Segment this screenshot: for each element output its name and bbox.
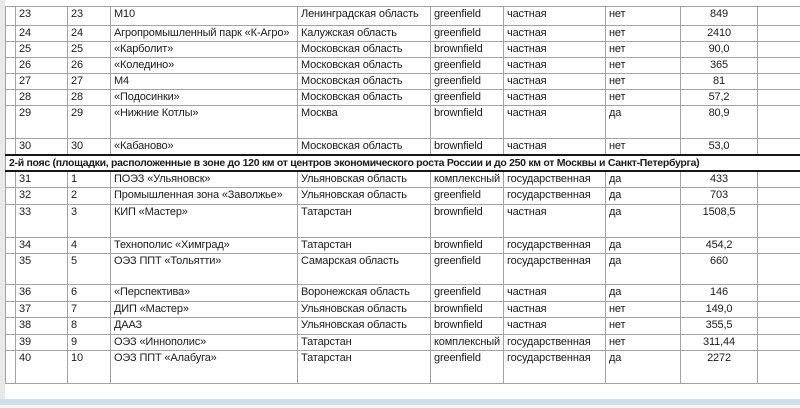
num-overall-cell: 23 bbox=[16, 6, 68, 25]
region-cell: Самарская область bbox=[298, 253, 431, 284]
num-overall-cell: 26 bbox=[16, 57, 68, 73]
region-cell: Ульяновская область bbox=[298, 187, 431, 204]
region-cell: Татарстан bbox=[298, 350, 431, 383]
sliver-cell bbox=[6, 57, 16, 73]
num-section-cell: 8 bbox=[68, 317, 111, 334]
region-cell: Калужская область bbox=[298, 25, 431, 41]
type-cell: greenfield bbox=[431, 253, 504, 284]
ownership-cell: частная bbox=[504, 317, 606, 334]
empty-cell bbox=[758, 334, 800, 350]
table-row bbox=[6, 284, 800, 301]
ownership-cell: государственная bbox=[504, 334, 606, 350]
name-cell: ДААЗ bbox=[111, 317, 298, 334]
area-cell: 90,0 bbox=[681, 41, 758, 57]
special-status-cell: да bbox=[606, 253, 681, 284]
table-row bbox=[6, 253, 800, 284]
section-divider-row bbox=[6, 155, 800, 171]
empty-cell bbox=[758, 25, 800, 41]
sliver-cell bbox=[6, 105, 16, 138]
type-cell: greenfield bbox=[431, 89, 504, 105]
area-cell: 454,2 bbox=[681, 237, 758, 253]
region-cell: Ульяновская область bbox=[298, 301, 431, 317]
special-status-cell: да bbox=[606, 237, 681, 253]
sliver-cell bbox=[6, 301, 16, 317]
ownership-cell: частная bbox=[504, 57, 606, 73]
area-cell: 1508,5 bbox=[681, 204, 758, 237]
sliver-cell bbox=[6, 317, 16, 334]
area-cell: 2410 bbox=[681, 25, 758, 41]
num-section-cell: 24 bbox=[68, 25, 111, 41]
num-section-cell: 5 bbox=[68, 253, 111, 284]
num-section-cell: 3 bbox=[68, 204, 111, 237]
ownership-cell: частная bbox=[504, 6, 606, 25]
region-cell: Московская область bbox=[298, 89, 431, 105]
num-overall-cell: 25 bbox=[16, 41, 68, 57]
num-section-cell: 7 bbox=[68, 301, 111, 317]
num-section-cell: 26 bbox=[68, 57, 111, 73]
name-cell: ОЭЗ ППТ «Алабуга» bbox=[111, 350, 298, 383]
sliver-cell bbox=[6, 25, 16, 41]
ownership-cell: частная bbox=[504, 138, 606, 155]
area-cell: 57,2 bbox=[681, 89, 758, 105]
sliver-cell bbox=[6, 138, 16, 155]
special-status-cell: нет bbox=[606, 73, 681, 89]
sliver-cell bbox=[6, 284, 16, 301]
region-cell: Татарстан bbox=[298, 334, 431, 350]
ownership-cell: частная bbox=[504, 204, 606, 237]
name-cell: Технополис «Химград» bbox=[111, 237, 298, 253]
name-cell: М4 bbox=[111, 73, 298, 89]
table-row bbox=[6, 138, 800, 155]
type-cell: greenfield bbox=[431, 25, 504, 41]
industrial-parks-table bbox=[5, 0, 800, 384]
special-status-cell: да bbox=[606, 187, 681, 204]
num-overall-cell: 36 bbox=[16, 284, 68, 301]
name-cell: КИП «Мастер» bbox=[111, 204, 298, 237]
sliver-cell bbox=[6, 187, 16, 204]
num-overall-cell: 32 bbox=[16, 187, 68, 204]
sliver-cell bbox=[6, 237, 16, 253]
special-status-cell: да bbox=[606, 284, 681, 301]
type-cell: greenfield bbox=[431, 284, 504, 301]
ownership-cell: частная bbox=[504, 284, 606, 301]
num-overall-cell: 35 bbox=[16, 253, 68, 284]
table-row bbox=[6, 317, 800, 334]
name-cell: Промышленная зона «Заволжье» bbox=[111, 187, 298, 204]
sliver-cell bbox=[6, 6, 16, 25]
table-row bbox=[6, 73, 800, 89]
table-row bbox=[6, 105, 800, 138]
table-row bbox=[6, 171, 800, 187]
empty-cell bbox=[758, 237, 800, 253]
table-row bbox=[6, 301, 800, 317]
type-cell: brownfield bbox=[431, 41, 504, 57]
name-cell: ПОЭЗ «Ульяновск» bbox=[111, 171, 298, 187]
name-cell: Агропромышленный парк «К-Агро» bbox=[111, 25, 298, 41]
area-cell: 433 bbox=[681, 171, 758, 187]
table-row bbox=[6, 25, 800, 41]
type-cell: комплексный bbox=[431, 171, 504, 187]
type-cell: brownfield bbox=[431, 138, 504, 155]
area-cell: 81 bbox=[681, 73, 758, 89]
region-cell: Москва bbox=[298, 105, 431, 138]
type-cell: greenfield bbox=[431, 73, 504, 89]
region-cell: Ульяновская область bbox=[298, 317, 431, 334]
num-section-cell: 27 bbox=[68, 73, 111, 89]
num-overall-cell: 38 bbox=[16, 317, 68, 334]
area-cell: 365 bbox=[681, 57, 758, 73]
table-row bbox=[6, 41, 800, 57]
name-cell: «Коледино» bbox=[111, 57, 298, 73]
special-status-cell: нет bbox=[606, 317, 681, 334]
empty-cell bbox=[758, 89, 800, 105]
name-cell: ОЭЗ ППТ «Тольятти» bbox=[111, 253, 298, 284]
sliver-cell bbox=[6, 89, 16, 105]
num-section-cell: 1 bbox=[68, 171, 111, 187]
ownership-cell: государственная bbox=[504, 187, 606, 204]
num-overall-cell: 30 bbox=[16, 138, 68, 155]
type-cell: brownfield bbox=[431, 105, 504, 138]
ownership-cell: частная bbox=[504, 105, 606, 138]
special-status-cell: да bbox=[606, 171, 681, 187]
num-section-cell: 9 bbox=[68, 334, 111, 350]
empty-cell bbox=[758, 171, 800, 187]
num-overall-cell: 40 bbox=[16, 350, 68, 383]
type-cell: brownfield bbox=[431, 204, 504, 237]
special-status-cell: нет bbox=[606, 6, 681, 25]
num-overall-cell: 39 bbox=[16, 334, 68, 350]
ownership-cell: государственная bbox=[504, 350, 606, 383]
num-section-cell: 30 bbox=[68, 138, 111, 155]
sliver-cell bbox=[6, 350, 16, 383]
name-cell: ОЭЗ «Иннополис» bbox=[111, 334, 298, 350]
type-cell: greenfield bbox=[431, 6, 504, 25]
empty-cell bbox=[758, 317, 800, 334]
type-cell: greenfield bbox=[431, 350, 504, 383]
empty-cell bbox=[758, 204, 800, 237]
region-cell: Московская область bbox=[298, 138, 431, 155]
num-overall-cell: 24 bbox=[16, 25, 68, 41]
region-cell: Московская область bbox=[298, 41, 431, 57]
num-section-cell: 29 bbox=[68, 105, 111, 138]
table-row bbox=[6, 334, 800, 350]
num-section-cell: 2 bbox=[68, 187, 111, 204]
special-status-cell: да bbox=[606, 204, 681, 237]
empty-cell bbox=[758, 105, 800, 138]
area-cell: 2272 bbox=[681, 350, 758, 383]
num-section-cell: 23 bbox=[68, 6, 111, 25]
ownership-cell: государственная bbox=[504, 253, 606, 284]
empty-cell bbox=[758, 73, 800, 89]
sliver-cell bbox=[6, 41, 16, 57]
area-cell: 53,0 bbox=[681, 138, 758, 155]
num-overall-cell: 29 bbox=[16, 105, 68, 138]
name-cell: «Карболит» bbox=[111, 41, 298, 57]
empty-cell bbox=[758, 6, 800, 25]
table-row bbox=[6, 350, 800, 383]
section-divider-label: 2-й пояс (площадки, расположенные в зоне до 120 км от центров экономического роста России и до 250 км от Москвы и Санкт-Петербурга) bbox=[6, 155, 800, 171]
special-status-cell: нет bbox=[606, 57, 681, 73]
num-overall-cell: 28 bbox=[16, 89, 68, 105]
num-overall-cell: 31 bbox=[16, 171, 68, 187]
special-status-cell: нет bbox=[606, 25, 681, 41]
empty-cell bbox=[758, 57, 800, 73]
num-overall-cell: 34 bbox=[16, 237, 68, 253]
special-status-cell: нет bbox=[606, 41, 681, 57]
type-cell: brownfield bbox=[431, 317, 504, 334]
sliver-cell bbox=[6, 73, 16, 89]
name-cell: «Кабаново» bbox=[111, 138, 298, 155]
num-section-cell: 6 bbox=[68, 284, 111, 301]
area-cell: 149,0 bbox=[681, 301, 758, 317]
empty-cell bbox=[758, 41, 800, 57]
table-row bbox=[6, 6, 800, 25]
num-section-cell: 25 bbox=[68, 41, 111, 57]
sliver-cell bbox=[6, 334, 16, 350]
sliver-cell bbox=[6, 253, 16, 284]
table-body bbox=[6, 0, 800, 383]
table-row bbox=[6, 57, 800, 73]
special-status-cell: да bbox=[606, 105, 681, 138]
empty-cell bbox=[758, 187, 800, 204]
name-cell: «Подосинки» bbox=[111, 89, 298, 105]
special-status-cell: нет bbox=[606, 334, 681, 350]
num-section-cell: 4 bbox=[68, 237, 111, 253]
type-cell: brownfield bbox=[431, 237, 504, 253]
empty-cell bbox=[758, 350, 800, 383]
ownership-cell: частная bbox=[504, 301, 606, 317]
empty-cell bbox=[758, 301, 800, 317]
num-overall-cell: 33 bbox=[16, 204, 68, 237]
num-section-cell: 28 bbox=[68, 89, 111, 105]
region-cell: Татарстан bbox=[298, 237, 431, 253]
ownership-cell: частная bbox=[504, 89, 606, 105]
ownership-cell: государственная bbox=[504, 171, 606, 187]
region-cell: Московская область bbox=[298, 73, 431, 89]
area-cell: 146 bbox=[681, 284, 758, 301]
sliver-cell bbox=[6, 204, 16, 237]
ownership-cell: частная bbox=[504, 73, 606, 89]
type-cell: greenfield bbox=[431, 57, 504, 73]
area-cell: 355,5 bbox=[681, 317, 758, 334]
area-cell: 660 bbox=[681, 253, 758, 284]
area-cell: 703 bbox=[681, 187, 758, 204]
special-status-cell: нет bbox=[606, 89, 681, 105]
empty-cell bbox=[758, 138, 800, 155]
type-cell: greenfield bbox=[431, 187, 504, 204]
area-cell: 80,9 bbox=[681, 105, 758, 138]
name-cell: ДИП «Мастер» bbox=[111, 301, 298, 317]
table-row bbox=[6, 89, 800, 105]
special-status-cell: да bbox=[606, 350, 681, 383]
ownership-cell: частная bbox=[504, 25, 606, 41]
area-cell: 311,44 bbox=[681, 334, 758, 350]
num-section-cell: 10 bbox=[68, 350, 111, 383]
table-row bbox=[6, 204, 800, 237]
name-cell: «Перспектива» bbox=[111, 284, 298, 301]
special-status-cell: нет bbox=[606, 138, 681, 155]
ownership-cell: государственная bbox=[504, 237, 606, 253]
num-overall-cell: 37 bbox=[16, 301, 68, 317]
sliver-cell bbox=[6, 171, 16, 187]
region-cell: Ульяновская область bbox=[298, 171, 431, 187]
special-status-cell: нет bbox=[606, 301, 681, 317]
region-cell: Московская область bbox=[298, 57, 431, 73]
table-row bbox=[6, 187, 800, 204]
empty-cell bbox=[758, 284, 800, 301]
area-cell: 849 bbox=[681, 6, 758, 25]
region-cell: Воронежская область bbox=[298, 284, 431, 301]
empty-cell bbox=[758, 253, 800, 284]
name-cell: «Нижние Котлы» bbox=[111, 105, 298, 138]
region-cell: Татарстан bbox=[298, 204, 431, 237]
table-row bbox=[6, 237, 800, 253]
name-cell: М10 bbox=[111, 6, 298, 25]
type-cell: brownfield bbox=[431, 301, 504, 317]
region-cell: Ленинградская область bbox=[298, 6, 431, 25]
ownership-cell: частная bbox=[504, 41, 606, 57]
type-cell: комплексный bbox=[431, 334, 504, 350]
num-overall-cell: 27 bbox=[16, 73, 68, 89]
